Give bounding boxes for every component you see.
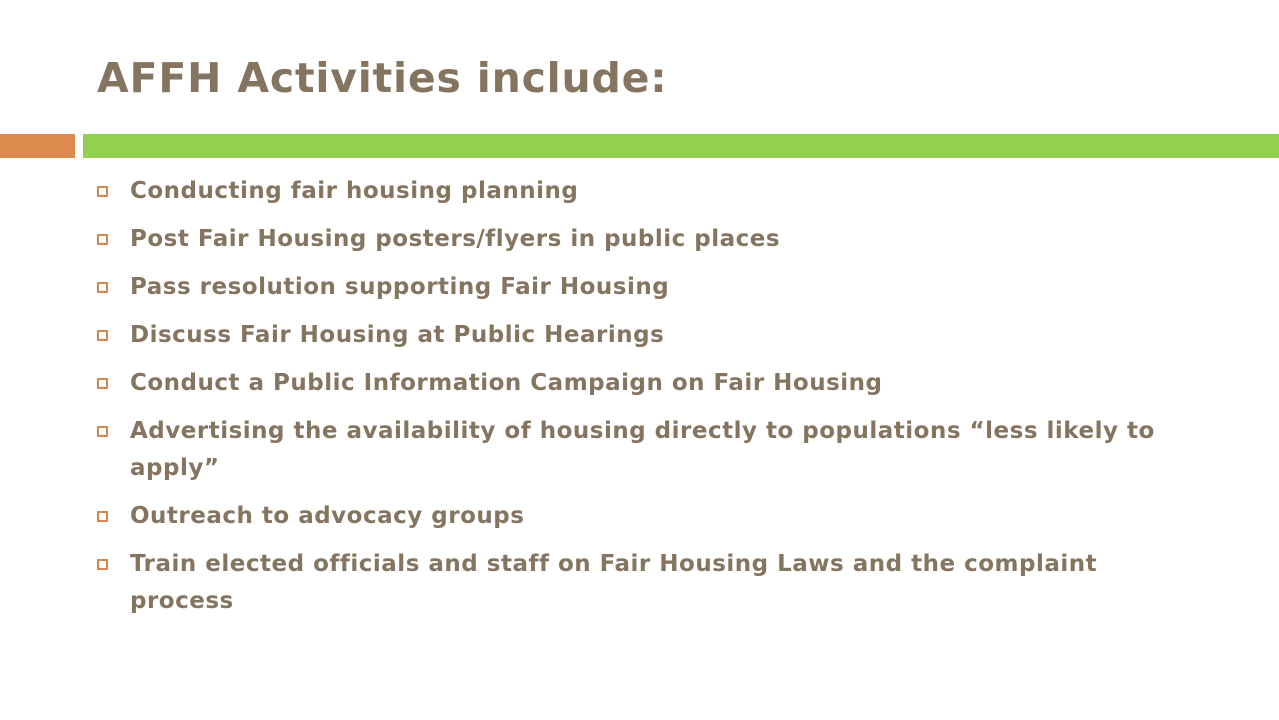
bullet-item: [97, 546, 1207, 620]
hollow-square-icon: [97, 511, 108, 522]
bullet-text: Pass resolution supporting Fair Housing: [130, 274, 670, 300]
bullet-item: [97, 173, 1207, 210]
bullet-text: Conduct a Public Information Campaign on Fair Housing: [130, 370, 883, 396]
hollow-square-icon: [97, 282, 108, 293]
bullet-item: [97, 221, 1207, 258]
bullet-text: Outreach to advocacy groups: [130, 503, 525, 529]
bullet-text: Discuss Fair Housing at Public Hearings: [130, 322, 665, 348]
bullet-text: Conducting fair housing planning: [130, 178, 579, 204]
bullet-item: [97, 269, 1207, 306]
bullet-text: Train elected officials and staff on Fair Housing Laws and the complaint process: [130, 551, 1098, 614]
hollow-square-icon: [97, 378, 108, 389]
bullet-item: [97, 413, 1207, 487]
bullet-text: Advertising the availability of housing directly to populations “less likely to apply”: [130, 418, 1155, 481]
hollow-square-icon: [97, 330, 108, 341]
title-accent-bar: [0, 134, 75, 158]
bullet-item: [97, 365, 1207, 402]
slide-title: AFFH Activities include:: [97, 54, 668, 102]
bullet-text: Post Fair Housing posters/flyers in public places: [130, 226, 781, 252]
bullet-item: [97, 498, 1207, 535]
title-underline-bar: [83, 134, 1279, 158]
bullet-list: [97, 173, 1207, 631]
hollow-square-icon: [97, 426, 108, 437]
bullet-item: [97, 317, 1207, 354]
hollow-square-icon: [97, 559, 108, 570]
hollow-square-icon: [97, 186, 108, 197]
hollow-square-icon: [97, 234, 108, 245]
